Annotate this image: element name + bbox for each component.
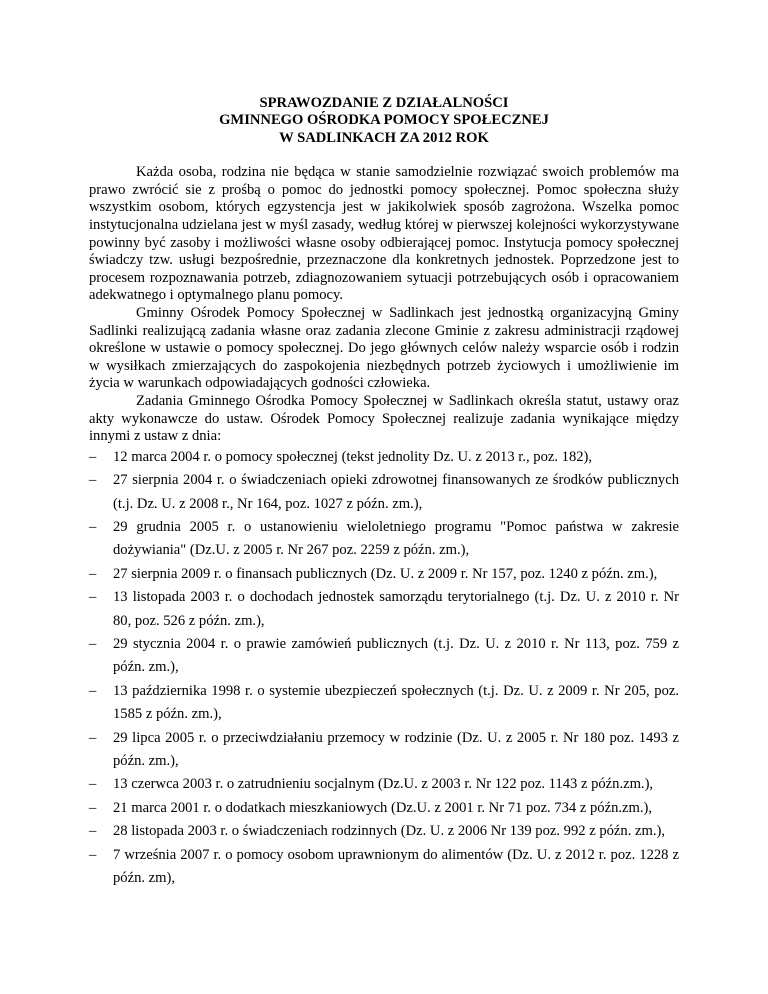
list-item-text: 29 lipca 2005 r. o przeciwdziałaniu przemocy w rodzinie (Dz. U. z 2005 r. Nr 180 poz. 1493 z późn. zm.), — [113, 729, 679, 769]
title-line-1: SPRAWOZDANIE Z DZIAŁALNOŚCI — [259, 95, 509, 111]
list-item — [89, 820, 679, 843]
list-dash: – — [89, 589, 97, 606]
list-item-text: 29 stycznia 2004 r. o prawie zamówień publicznych (t.j. Dz. U. z 2010 r. Nr 113, poz. 759 z późn. zm.), — [113, 635, 679, 676]
list-item — [89, 516, 679, 563]
paragraph-gops-description: Gminny Ośrodek Pomocy Społecznej w Sadlinkach jest jednostką organizacyjną Gminy Sadlinki realizującą zadania własne oraz zadania zlecone Gminie z zakresu administracji rządowej określone w ustawie o pomocy społecznej. Do jego głównych celów należy wsparcie osób i rodzin w wysiłkach zmierzających do zaspokojenia niezbędnych potrzeb życiowych i umożliwienie im życia w warunkach odpowiadających godności człowieka. — [89, 304, 679, 392]
document-title — [89, 95, 679, 147]
list-item-text: 29 grudnia 2005 r. o ustanowieniu wieloletniego programu "Pomoc państwa w zakresie dożywiania" (Dz.U. z 2005 r. Nr 267 poz. 2259 z późn. zm.), — [113, 518, 679, 559]
list-dash: – — [89, 635, 97, 652]
list-item — [89, 773, 679, 796]
list-dash: – — [89, 729, 97, 746]
list-dash: – — [89, 776, 97, 793]
list-dash: – — [89, 846, 97, 863]
list-dash: – — [89, 518, 97, 535]
list-dash: – — [89, 448, 97, 465]
list-dash: – — [89, 472, 97, 489]
paragraph-tasks: Zadania Gminnego Ośrodka Pomocy Społecznej w Sadlinkach określa statut, ustawy oraz akty wykonawcze do ustaw. Ośrodek Pomocy Społecznej realizuje zadania wynikające między innymi z ustaw z dnia: — [89, 392, 679, 445]
list-item — [89, 797, 679, 820]
title-line-3: W SADLINKACH ZA 2012 ROK — [279, 129, 489, 146]
title-line-2: GMINNEGO OŚRODKA POMOCY SPOŁECZNEJ — [219, 112, 549, 129]
list-item — [89, 563, 679, 586]
paragraph-intro: Każda osoba, rodzina nie będąca w stanie samodzielnie rozwiązać swoich problemów ma prawo zwrócić sie z prośbą o pomoc do jednostki pomocy społecznej. Pomoc społeczna służy wszystkim osobom, których egzystencja jest w jakikolwiek sposób zagrożona. Wszelka pomoc instytucjonalna udzielana jest w myśl zasady, według której w pierwszej kolejności wykorzystywane powinny być zasoby i możliwości własne osoby odbierającej pomoc. Instytucja pomocy społecznej świadczy tzw. usługi bezpośrednie, przeznaczone dla konkretnych jednostek. Poprzedzone jest to procesem rozpoznawania potrzeb, zdiagnozowaniem sytuacji potrzebujących osób i opracowaniem adekwatnego i optymalnego planu pomocy. — [89, 164, 679, 304]
law-list — [89, 446, 679, 891]
list-item-text: 7 września 2007 r. o pomocy osobom uprawnionym do alimentów (Dz. U. z 2012 r. poz. 1228 z późn. zm), — [113, 846, 679, 887]
list-item — [89, 727, 679, 774]
list-item — [89, 633, 679, 680]
list-item — [89, 469, 679, 516]
list-dash: – — [89, 682, 97, 699]
list-item-text: 12 marca 2004 r. o pomocy społecznej (tekst jednolity Dz. U. z 2013 r., poz. 182), — [113, 448, 593, 465]
list-dash: – — [89, 565, 97, 582]
document-page — [89, 95, 679, 890]
list-item-text: 21 marca 2001 r. o dodatkach mieszkaniowych (Dz.U. z 2001 r. Nr 71 poz. 734 z późn.zm.), — [113, 799, 653, 816]
list-item-text: 28 listopada 2003 r. o świadczeniach rodzinnych (Dz. U. z 2006 Nr 139 poz. 992 z późn. zm.), — [113, 823, 665, 840]
list-item-text: 13 czerwca 2003 r. o zatrudnieniu socjalnym (Dz.U. z 2003 r. Nr 122 poz. 1143 z późn.zm.), — [113, 776, 654, 793]
list-dash: – — [89, 799, 97, 816]
list-item-text: 27 sierpnia 2009 r. o finansach publicznych (Dz. U. z 2009 r. Nr 157, poz. 1240 z późn. zm.), — [113, 565, 658, 582]
list-dash: – — [89, 823, 97, 840]
list-item — [89, 446, 679, 469]
list-item — [89, 586, 679, 633]
list-item-text: 13 października 1998 r. o systemie ubezpieczeń społecznych (t.j. Dz. U. z 2009 r. Nr 205, poz. 1585 z późn. zm.), — [113, 682, 679, 723]
list-item-text: 27 sierpnia 2004 r. o świadczeniach opieki zdrowotnej finansowanych ze środków publicznych (t.j. Dz. U. z 2008 r., Nr 164, poz. 1027 z późn. zm.), — [113, 472, 679, 512]
list-item-text: 13 listopada 2003 r. o dochodach jednostek samorządu terytorialnego (t.j. Dz. U. z 2010 r. Nr 80, poz. 526 z późn. zm.), — [113, 589, 679, 629]
list-item — [89, 844, 679, 891]
list-item — [89, 680, 679, 727]
